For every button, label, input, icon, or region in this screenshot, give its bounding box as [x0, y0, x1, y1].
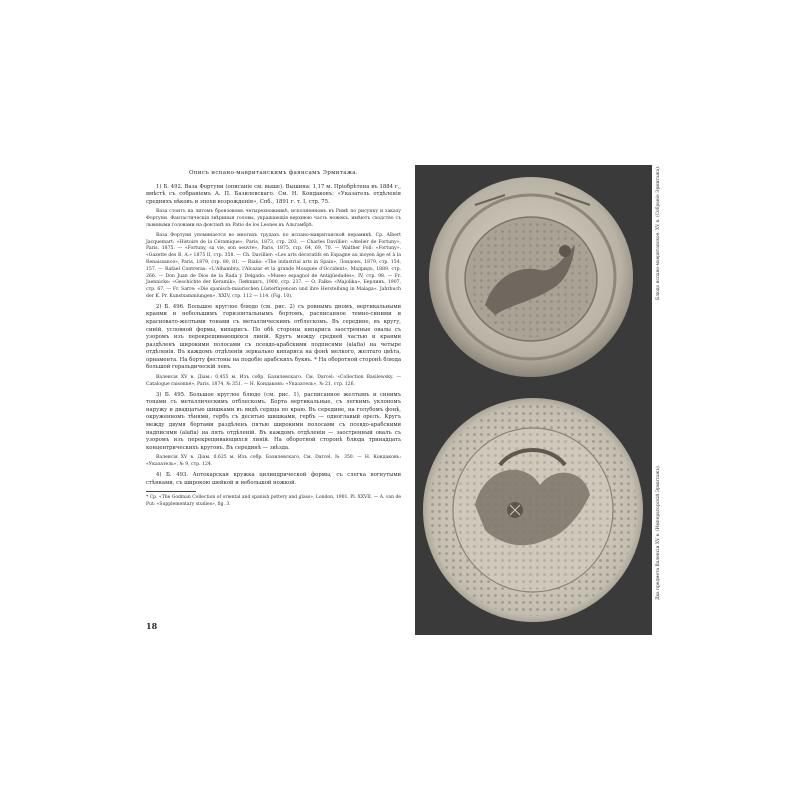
entry-3: 3) Б. 495. Большое круглое блюдо (см. рис. 1), расписанное желтымъ и синимъ тонами съ металлическимъ отблескомъ. Борта вертикальные, съ легкимъ уклономъ наружу и двадцатью шишками въ видѣ сердца по краю. Въ середине, на голубомъ фонѣ, окруженномъ тѣнями, гербъ съ десятью шишками, гербъ — одноглавый орелъ. Кругъ между двумя бортами раздѣленъ пятью широкими полосами съ псевдо-арабскими надписями (alafia) на пять отдѣленій. Въ каждомъ отдѣленіи — заостренный овалъ съ узоромъ изъ перекрещивающихся линій. На оборотной сторонѣ блюда тринадцать концентрическихъ круговъ. Въ серединѣ — звѣзда. [146, 391, 401, 451]
entry-1-bibliography: Ваза Фортуни упоминается во многихъ трудахъ по испано-мавританской керамикѣ. Ср. Albert Jacquemart: «Histoire de la Céramique», Paris, 1873, стр. 203. — Charles Davillier: «Atelier de Fortuny», Paris, 1875. — «Fortuny, sa vie, son oeuvre», Paris, 1875, стр. 64, 69, 70. — Walther Foll: «Fortuny». «Gazette des B. A.» 1875 II, стр. 358. — Ch. Davillier: «Les arts décoratifs en Espagne au moyen âge et à la Renaissance», Paris, 1879, стр. 80, 81. — Riaño: «The industrial arts in Spain», Лондонъ, 1879, стр. 154, 157. — Rafael Contreras: «L'Alhambra, l'Alcazar et la grande Mosquée d'Occident», Мадридъ, 1889, стр. 266. — Don Juan de Dios de la Rada y Delgado: «Museo espagnol de Antigüedades», IV, стр. 98. — Fr. Jaennicke: «Geschichte der Keramik», Лейпцигъ, 1900, стр. 237. — O. Falke: «Majolika», Берлинъ, 1907, стр. 67. — Fr. Sarre: «Die spanisch-maurischen Lüsterfayencen und ihre Herstellung in Malaga». Jahrbuch der K. Pr. Kunstsammlungen», XXIV, стр. 112 — 114. (Fig. 10). [146, 232, 401, 299]
upper-dish [429, 177, 633, 377]
footnote-rule [146, 491, 196, 492]
entry-4: 4) Б. 493. Аптекарская кружка цилиндрической формы, съ слегка вогнутыми стѣнками, съ широкою шейкой и небольшой ножкой. [146, 472, 401, 486]
photo-plate [415, 165, 652, 635]
page-number: 18 [146, 621, 158, 631]
entry-2-provenance: Валенсія XV в. Діам.: 0,455 м. Изъ собр. Базилевскаго. См. Darcel: «Collection Basilewsky. — Catalogue raisonné», Paris, 1874, № 351. — Н. Кондаковъ: «Указатель», № 21, стр. 126. [146, 375, 401, 387]
plate-caption-bottom: Два предмета Валенсіи XV в. (Императорскій Эрмитажъ). [656, 464, 661, 600]
text-column [146, 170, 401, 511]
entry-2: 2) Б. 496. Большое круглое блюдо (см. рис. 2) съ ровнымъ дномъ, вертикальными краями и небольшимъ горизонтальнымъ бортомъ, расписанное темно-синими и красновато-желтыми тонами съ металлическимъ отблескомъ. Въ середине, въ кругу, синій, условной формы, кипарисъ. По обѣ стороны кипариса заостренные овалы съ узоромъ изъ перекрещивающихся линій. Кругъ между средней частью и краями раздѣленъ широкими полосами съ псевдо-арабскими подписями (alafia) на четыре отдѣленія. Въ каждомъ отдѣленіи зеркально кипариса на фонѣ мелкого, желтаго цвѣта, орнамента. На борту фестоны на подобіе арабскихъ буквъ. * На оборотной сторонѣ блюда большой геральдическій левъ. [146, 303, 401, 371]
entry-1-description: Ваза стоитъ на литомъ бронзовомъ четырехножникѣ, исполненномъ въ Римѣ по рисунку и заказу Фортуни. Фантастическія звѣриныя головы, украшающія верхнюю часть ножекъ, имѣютъ сходство съ львиными головами на фонтанѣ въ Patio de los Leones въ Альгамбрѣ. [146, 209, 401, 228]
lower-dish [423, 398, 643, 622]
entry-1: 1) Б. 492. Ваза Фортуни (описаніе см. выше). Вышина: 1,17 м. Пріобрѣтена въ 1884 г., вмѣстѣ съ собраніемъ А. П. Базилевскаго. См. Н. Кондаковъ: «Указатель отдѣленія среднихъ вѣковъ и эпохи возрожденія», Спб., 1891 г. т. I, стр. 75. [146, 183, 401, 205]
plates-photograph [415, 165, 652, 635]
plate-caption-top: Блюдо испано-мавританское. XV в. (Собраніе Эрмитажа). [656, 165, 661, 300]
page-header: Описъ испано-мавританскимъ фаянсамъ Эрмитажа. [188, 170, 359, 176]
entry-3-provenance: Валенсія XV в. Діам. 0,625 м. Изъ собр. Базилевскаго. См. Darcel. № 350. — Н. Кондаковъ: «Указатель», № 9, стр. 124. [146, 455, 401, 468]
footnote: * Ср. «The Godman Collection of oriental and spanish pottery and glass», London, 1901. Pl. XXVII. — A. van de Put: «Supplementary studies», fig. 3. [146, 495, 401, 507]
